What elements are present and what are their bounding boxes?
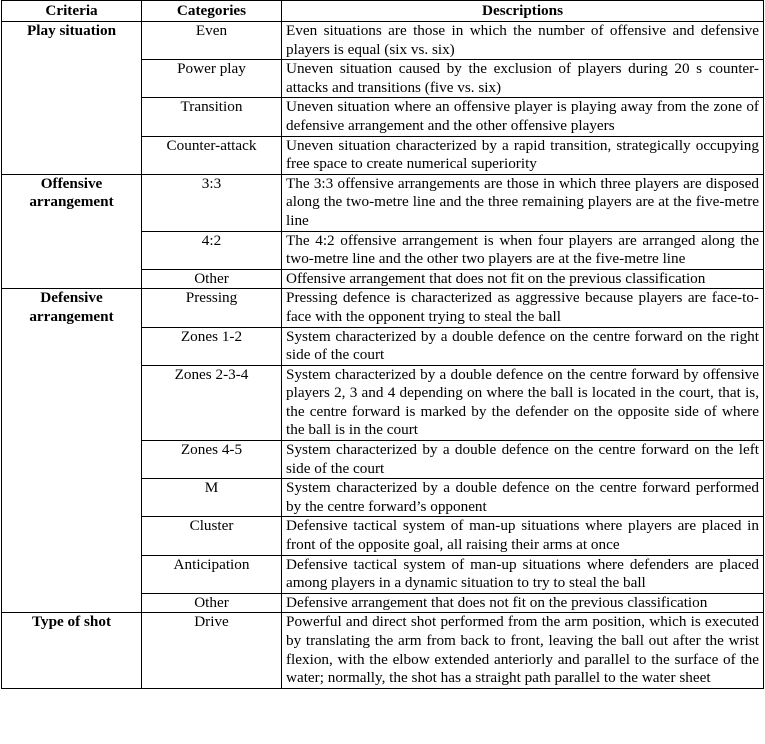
header-row [2,1,764,22]
description-cell: Even situations are those in which the number of offensive and defensive players is equal (six vs. six) [282,22,764,60]
description-cell: Defensive tactical system of man-up situations where players are placed in front of the opposite goal, all raising their arms at once [282,517,764,555]
category-cell: 3:3 [142,174,282,231]
table-body [2,22,764,689]
description-cell: Defensive arrangement that does not fit on the previous classification [282,593,764,613]
category-cell: Power play [142,60,282,98]
category-cell: Even [142,22,282,60]
table-row [2,22,764,60]
category-cell: Pressing [142,289,282,327]
table-row [2,289,764,327]
header-criteria: Criteria [2,1,142,22]
category-cell: 4:2 [142,231,282,269]
description-cell: Uneven situation where an offensive player is playing away from the zone of defensive arrangement and the other offensive players [282,98,764,136]
description-cell: Uneven situation caused by the exclusion of players during 20 s counter-attacks and transitions (five vs. six) [282,60,764,98]
category-cell: Cluster [142,517,282,555]
category-cell: Anticipation [142,555,282,593]
criteria-cell: Play situation [2,22,142,175]
description-cell: Pressing defence is characterized as aggressive because players are face-to-face with the opponent trying to steal the ball [282,289,764,327]
header-descriptions: Descriptions [282,1,764,22]
description-cell: Powerful and direct shot performed from the arm position, which is executed by translating the arm from back to front, leaving the ball out after the wrist flexion, with the elbow extended anteriorly and parallel to the surface of the water; normally, the shot has a straight path parallel to the water sheet [282,613,764,688]
table-row [2,613,764,688]
category-cell: Other [142,269,282,289]
description-cell: System characterized by a double defence on the centre forward performed by the centre forward’s opponent [282,479,764,517]
category-cell: Drive [142,613,282,688]
category-cell: Zones 1-2 [142,327,282,365]
criteria-table [1,0,764,689]
description-cell: Defensive tactical system of man-up situations where defenders are placed among players in a dynamic situation to try to steal the ball [282,555,764,593]
category-cell: M [142,479,282,517]
criteria-cell: Type of shot [2,613,142,688]
category-cell: Transition [142,98,282,136]
description-cell: System characterized by a double defence on the centre forward on the left side of the court [282,441,764,479]
table-row [2,174,764,231]
description-cell: Offensive arrangement that does not fit on the previous classification [282,269,764,289]
description-cell: System characterized by a double defence on the centre forward on the right side of the court [282,327,764,365]
criteria-cell: Defensive arrangement [2,289,142,613]
description-cell: System characterized by a double defence on the centre forward by offensive players 2, 3 and 4 depending on where the ball is located in the court, that is, the centre forward is marked by the defender on the opposite side of where the ball is in the court [282,365,764,440]
criteria-cell: Offensive arrangement [2,174,142,289]
description-cell: The 4:2 offensive arrangement is when four players are arranged along the two-metre line and the other two players are at the five-metre line [282,231,764,269]
category-cell: Other [142,593,282,613]
category-cell: Zones 4-5 [142,441,282,479]
description-cell: Uneven situation characterized by a rapid transition, strategically occupying free space to create numerical superiority [282,136,764,174]
header-categories: Categories [142,1,282,22]
category-cell: Zones 2-3-4 [142,365,282,440]
description-cell: The 3:3 offensive arrangements are those in which three players are disposed along the two-metre line and the three remaining players are at the five-metre line [282,174,764,231]
category-cell: Counter-attack [142,136,282,174]
